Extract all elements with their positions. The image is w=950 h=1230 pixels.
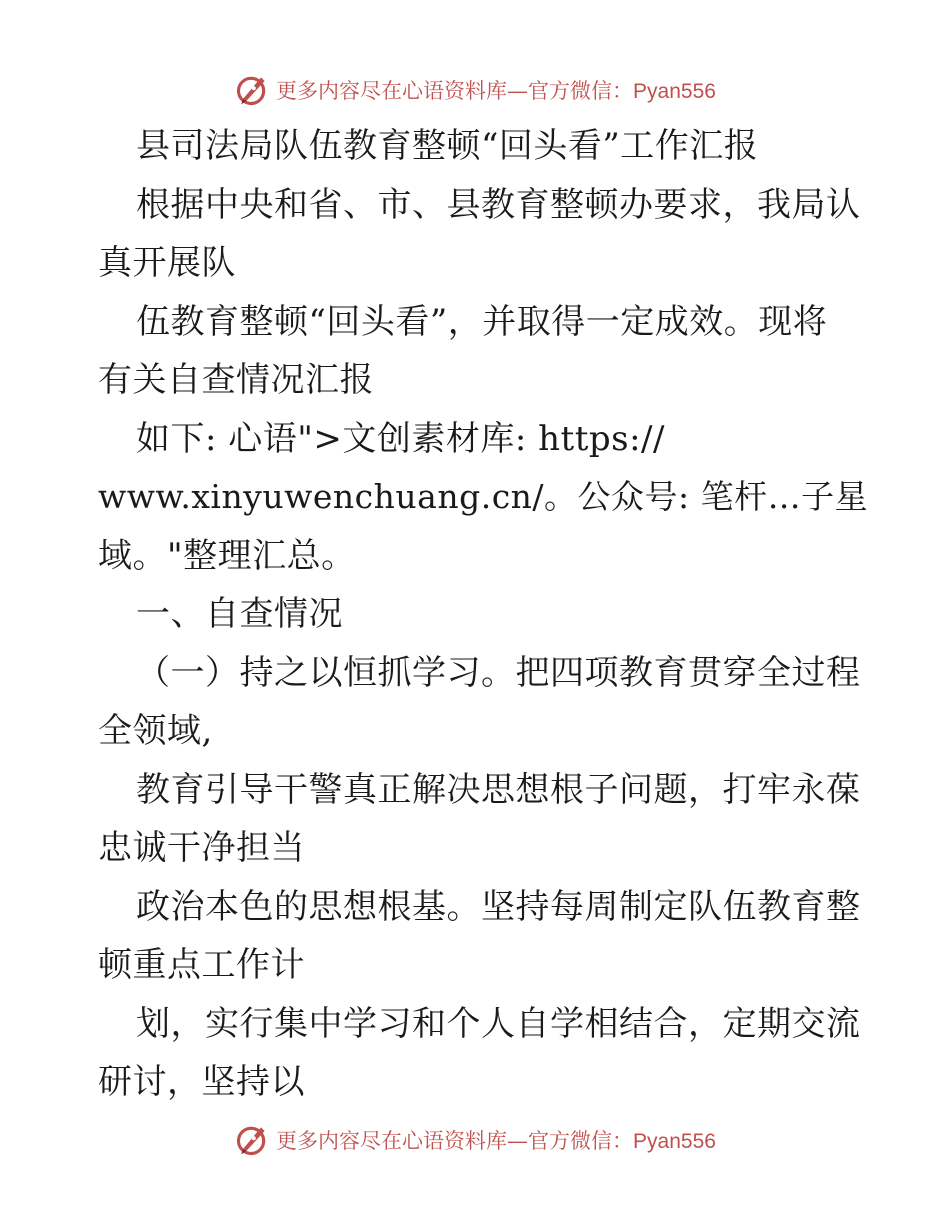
text-line: 研讨，坚持以 [98,1062,305,1102]
text-line: 一、自查情况 [136,594,343,634]
text-line: 根据中央和省、市、县教育整顿办要求，我局认 [136,184,861,225]
watermark-text [276,75,716,105]
text-line: 真开展队 [98,243,236,283]
text-line: 顿重点工作计 [98,945,305,985]
wechat-id: Pyan556 [633,1130,716,1153]
text-line: 政治本色的思想根基。坚持每周制定队伍教育整 [136,886,861,927]
watermark-label: 更多内容尽在心语资料库—官方微信： [276,1129,634,1153]
text-line: 如下: 心语">文创素材库: https:// [136,418,665,459]
text-line: 划，实行集中学习和个人自学相结合，定期交流 [136,1003,861,1044]
footer-watermark [0,1120,950,1160]
watermark-text [276,1125,716,1155]
watermark-label: 更多内容尽在心语资料库—官方微信： [276,79,634,103]
text-line: 教育引导干警真正解决思想根子问题，打牢永葆 [136,769,861,810]
pen-nib-logo-icon [234,1122,270,1158]
header-watermark [0,70,950,110]
text-line: 县司法局队伍教育整顿“回头看”工作汇报 [136,126,759,166]
text-line: 全领域, [98,711,213,751]
text-line: 伍教育整顿“回头看”，并取得一定成效。现将 [136,301,828,342]
pen-nib-logo-icon [234,72,270,108]
document-body [98,117,869,1112]
text-line: 忠诚干净担当 [98,828,305,868]
wechat-id: Pyan556 [633,80,716,103]
text-line: （一）持之以恒抓学习。把四项教育贯穿全过程 [136,652,861,693]
text-line: 域。"整理汇总。 [98,535,356,576]
text-line: www.xinyuwenchuang.cn/。公众号: 笔杆…子星 [98,477,869,516]
text-line: 有关自查情况汇报 [98,360,374,400]
